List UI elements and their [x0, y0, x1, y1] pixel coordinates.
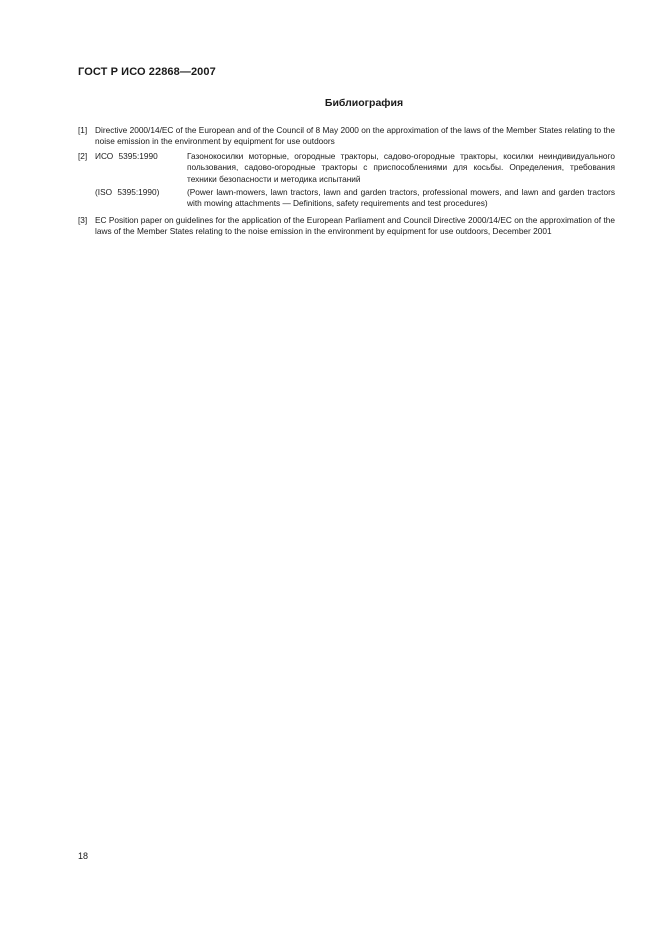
standard-reference-russian — [95, 151, 615, 185]
page-number: 18 — [78, 851, 89, 861]
bibliography-entry-2 — [78, 151, 615, 212]
bibliography-entry-3 — [78, 215, 615, 238]
standard-code: ИСО 5395:1990 — [95, 150, 158, 161]
entry-text: Directive 2000/14/EC of the European and of the Council of 8 May 2000 on the approximation of the laws of the Member States relating to the noise emission in the environment by equipment for use outdoors — [95, 125, 615, 147]
bibliography-list — [78, 125, 615, 241]
document-identifier: ГОСТ Р ИСО 22868—2007 — [78, 66, 216, 78]
entry-number: [1] — [78, 125, 88, 135]
standard-reference-english — [95, 187, 615, 210]
standard-title: (Power lawn-mowers, lawn tractors, lawn and garden tractors, professional mowers, and lawn and garden tractors with mowing attachments — Definitions, safety requirements and test procedures) — [187, 187, 615, 209]
standard-code: (ISO 5395:1990) — [95, 187, 160, 198]
bibliography-entry-1 — [78, 125, 615, 148]
entry-text: EC Position paper on guidelines for the application of the European Parliament and Council Directive 2000/14/EC on the approximation of the laws of the Member States relating to the noise emission in the environment by equipment for use outdoors, December 2001 — [95, 214, 615, 237]
entry-body — [95, 151, 615, 212]
entry-number: [3] — [78, 214, 88, 225]
section-title: Библиография — [324, 97, 404, 109]
standard-title: Газонокосилки моторные, огородные тракторы, садово-огородные тракторы, косилки неиндивидуального пользования, садово-огородные тракторы с приспособлениями для косьбы. Определения, требования техники безопасности и методика испытаний — [187, 150, 615, 184]
entry-number: [2] — [78, 150, 88, 161]
